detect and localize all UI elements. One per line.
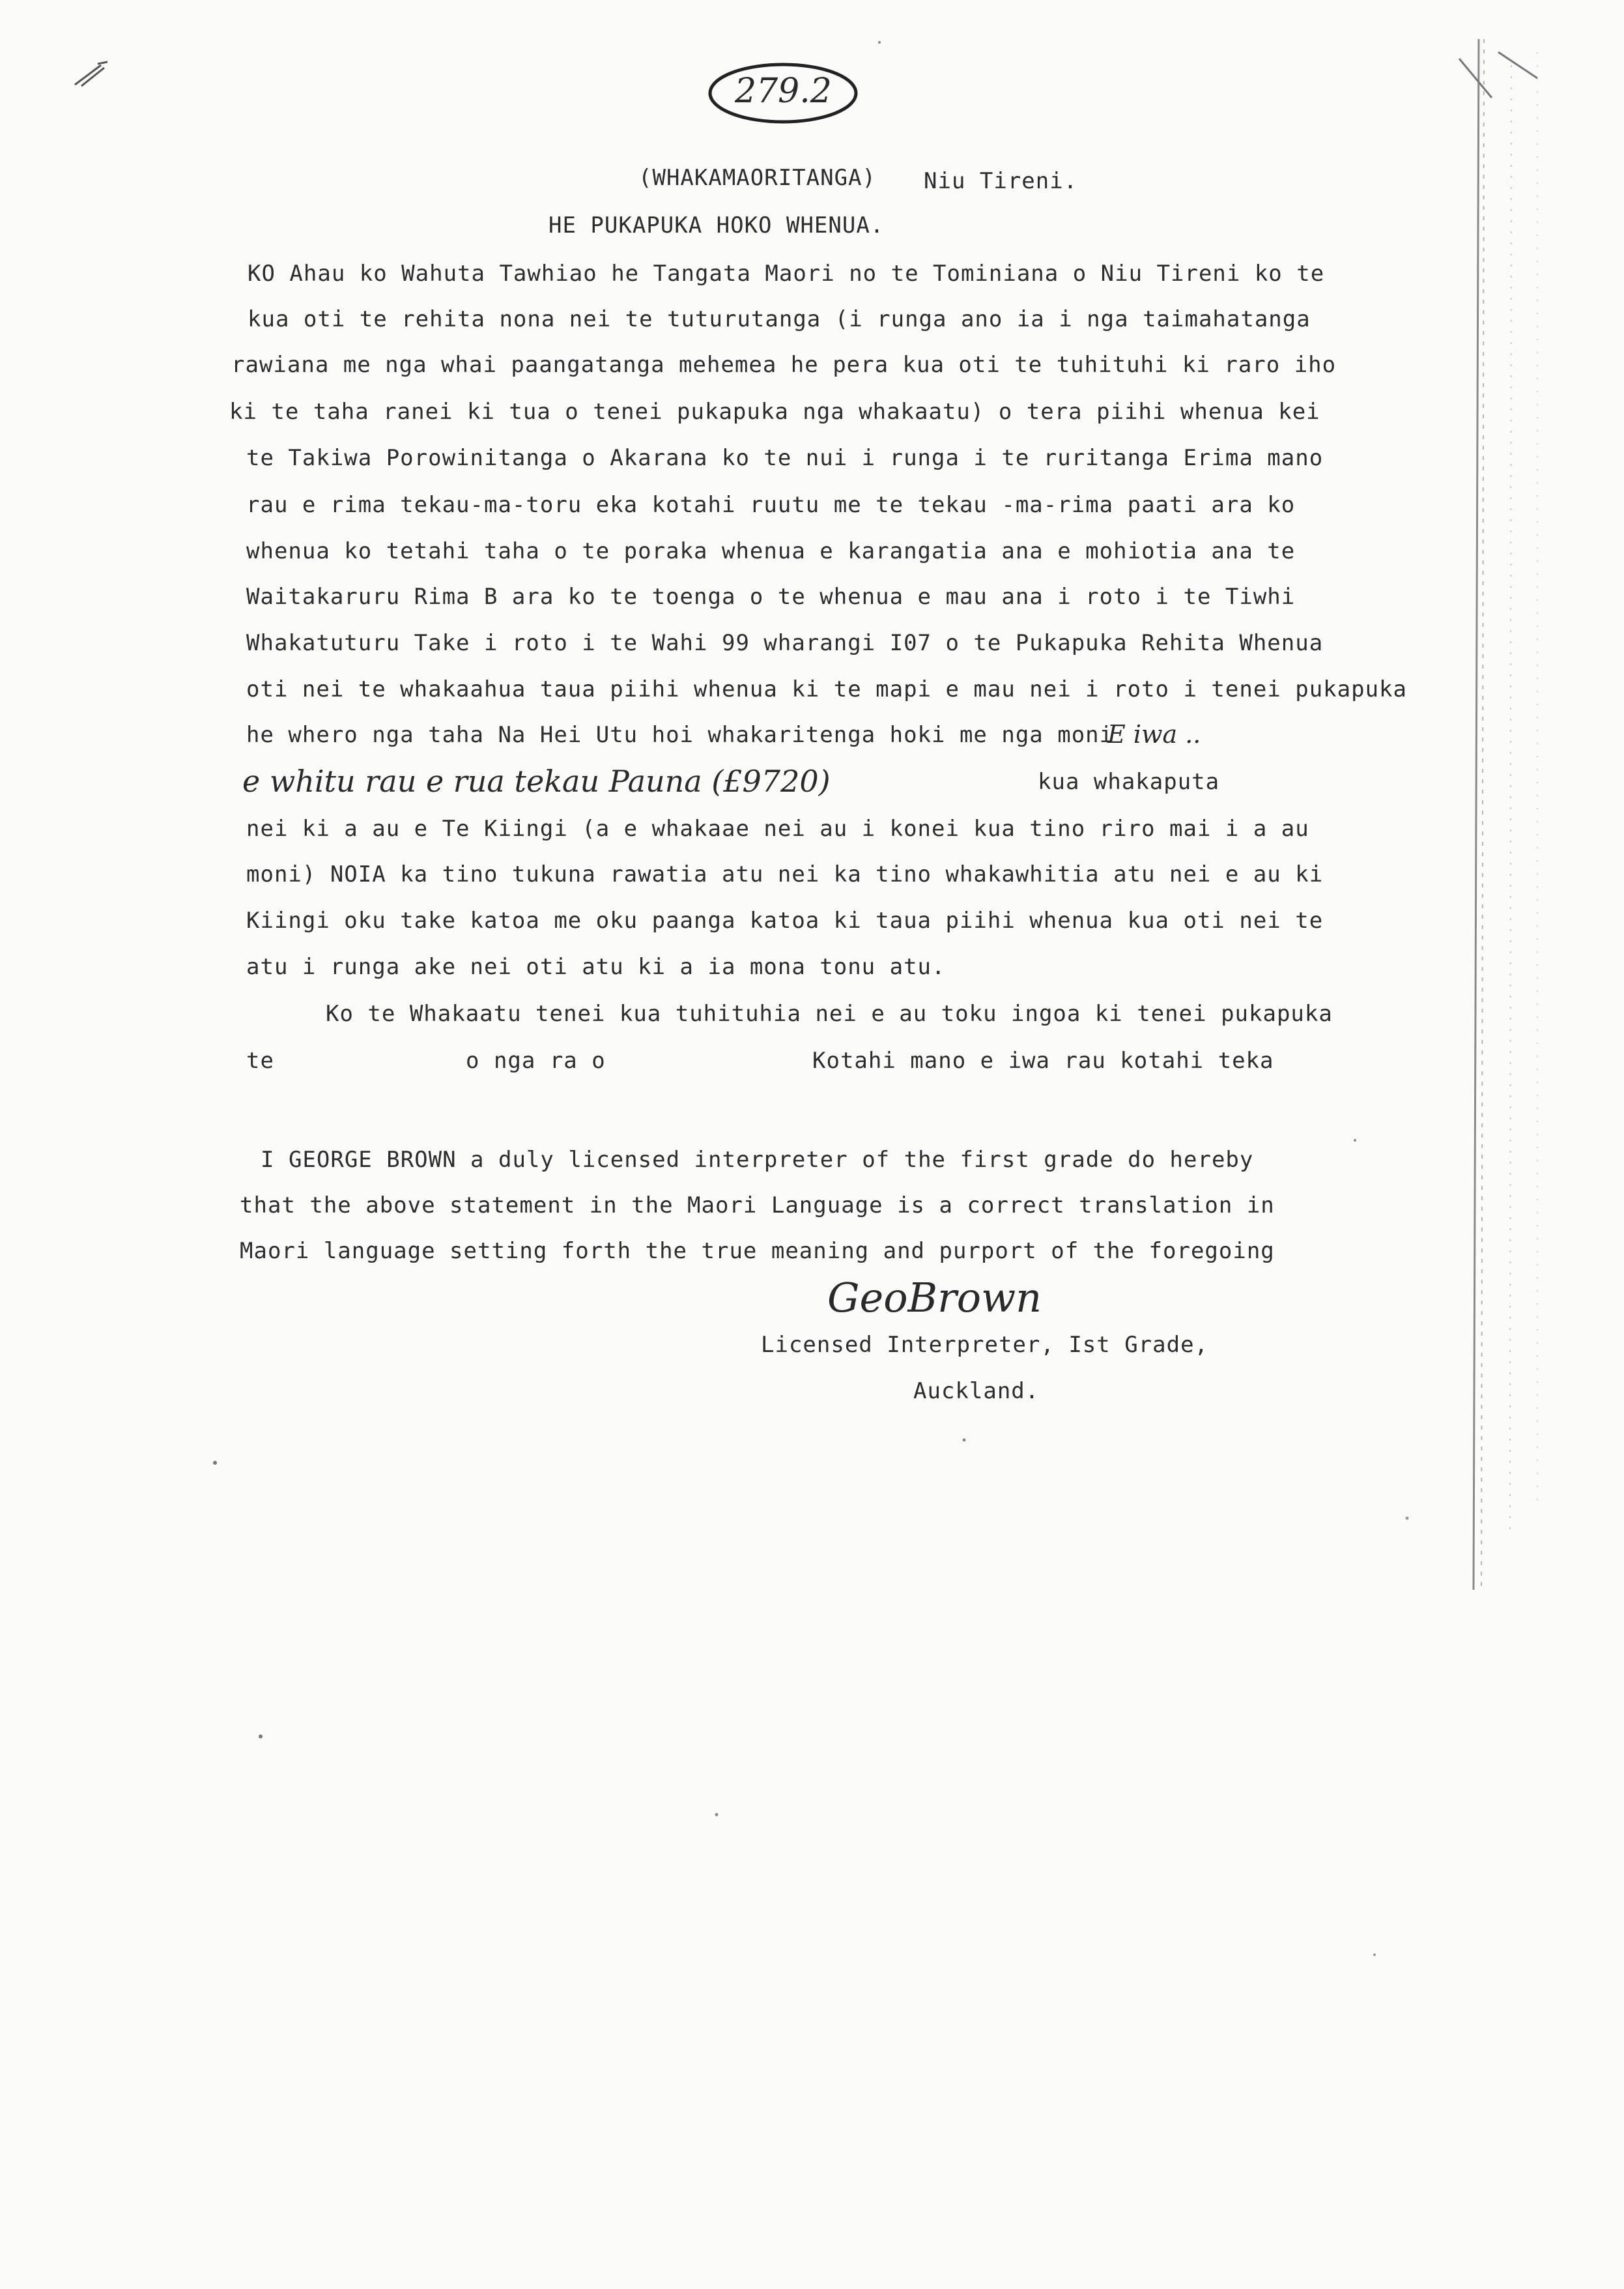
deed-body-line: he whero nga taha Na Hei Utu hoi whakaritenga hoki me nga moni (246, 722, 1114, 748)
deed-body-line: Kiingi oku take katoa me oku paanga katoa ki taua piihi whenua kua oti nei te (246, 908, 1324, 934)
deed-body-line: rau e rima tekau-ma-toru eka kotahi ruutu me te tekau -ma-rima paati ara ko (246, 492, 1296, 518)
certification-line: Maori language setting forth the true meaning and purport of the foregoing (240, 1238, 1275, 1264)
date-line-year: Kotahi mano e iwa rau kotahi teka (812, 1048, 1274, 1074)
interpreter-signature: GeoBrown (827, 1274, 1042, 1321)
corner-pen-mark (72, 59, 111, 91)
deed-body-line: KO Ahau ko Wahuta Tawhiao he Tangata Maori no te Tominiana o Niu Tireni ko te (248, 261, 1325, 287)
deed-body-line: ki te taha ranei ki tua o tenei pukapuka nga whakaatu) o tera piihi whenua kei (229, 399, 1320, 425)
reference-number: 279.2 (735, 72, 832, 111)
deed-body-line: kua whakaputa (1038, 769, 1220, 795)
deed-body-line: oti nei te whakaahua taua piihi whenua ki te mapi e mau nei i roto i tenei pukapuka (246, 676, 1407, 702)
date-line-o-nga-ra: o nga ra o (466, 1048, 606, 1074)
deed-heading-right: Niu Tireni. (924, 168, 1078, 194)
handwritten-amount-part1: E iwa .. (1107, 720, 1201, 749)
deed-body-line: nei ki a au e Te Kiingi (a e whakaae nei au i konei kua tino riro mai i a au (246, 816, 1309, 842)
scan-edge-noise (1433, 39, 1603, 1603)
handwritten-amount-part2: e whitu rau e rua tekau Pauna (£9720) (242, 764, 831, 799)
deed-heading-left: (WHAKAMAORITANGA) (638, 165, 876, 191)
deed-body-line: whenua ko tetahi taha o te poraka whenua e karangatia ana e mohiotia ana te (246, 538, 1296, 564)
certification-line: that the above statement in the Maori Language is a correct translation in (240, 1192, 1275, 1218)
deed-body-line: kua oti te rehita nona nei te tuturutanga (i runga ano ia i nga taimahatanga (248, 306, 1311, 332)
witness-line: Ko te Whakaatu tenei kua tuhituhia nei e au toku ingoa ki tenei pukapuka (326, 1001, 1333, 1027)
deed-subheading: HE PUKAPUKA HOKO WHENUA. (548, 212, 885, 238)
date-line-te: te (246, 1048, 274, 1074)
certification-place: Auckland. (913, 1378, 1040, 1404)
deed-body-line: moni) NOIA ka tino tukuna rawatia atu nei ka tino whakawhitia atu nei e au ki (246, 861, 1324, 887)
deed-body-line: rawiana me nga whai paangatanga mehemea he pera kua oti te tuhituhi ki raro iho (231, 352, 1337, 378)
interpreter-title: Licensed Interpreter, Ist Grade, (761, 1332, 1209, 1358)
deed-body-line: Waitakaruru Rima B ara ko te toenga o te whenua e mau ana i roto i te Tiwhi (246, 584, 1296, 610)
deed-body-line: te Takiwa Porowinitanga o Akarana ko te nui i runga i te ruritanga Erima mano (246, 445, 1324, 471)
deed-body-line: atu i runga ake nei oti atu ki a ia mona tonu atu. (246, 954, 946, 980)
deed-body-line: Whakatuturu Take i roto i te Wahi 99 wharangi I07 o te Pukapuka Rehita Whenua (246, 630, 1324, 656)
certification-line: I GEORGE BROWN a duly licensed interpreter of the first grade do hereby (261, 1147, 1254, 1173)
